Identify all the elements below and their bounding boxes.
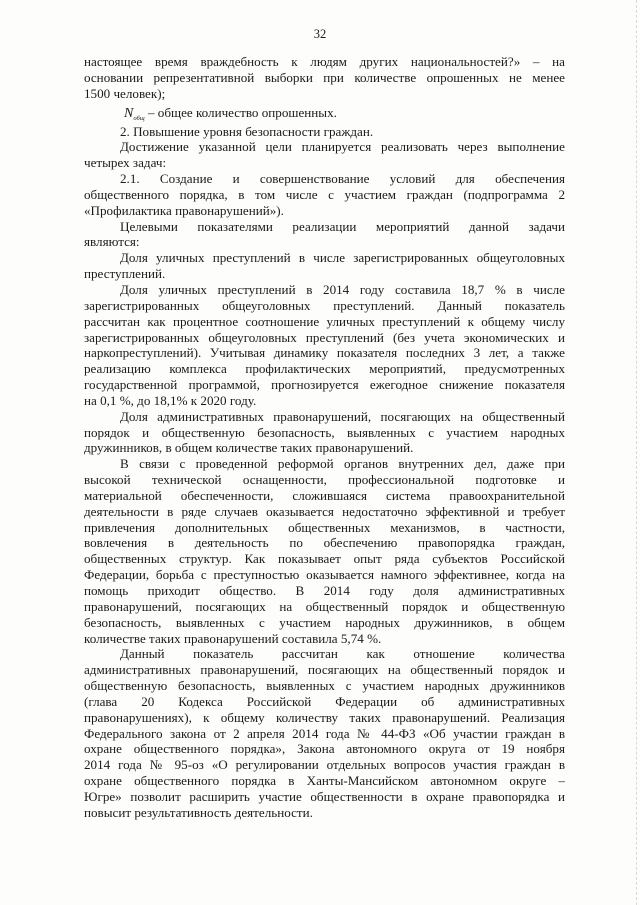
text-line: Федерации, борьба с преступностью оказывается намного эффективнее, когда на bbox=[84, 567, 565, 583]
text-line: административных правонарушений, посягающих на общественный порядок и bbox=[84, 662, 565, 678]
text-line: настоящее время враждебность к людям других национальностей?» – на bbox=[84, 54, 565, 69]
paragraph bbox=[84, 250, 565, 282]
text-line: (глава 20 Кодекса Российской Федерации об административных bbox=[84, 693, 565, 709]
text-line: преступлений. bbox=[84, 266, 166, 282]
text-line: «Профилактика правонарушений»). bbox=[84, 202, 284, 218]
text-line: правонарушениях), к общему количеству таких правонарушений. Реализация bbox=[84, 709, 565, 725]
text-line: Югре» позволит расширить участие общественности в охране правопорядка и bbox=[84, 788, 565, 804]
variable-definition bbox=[84, 102, 565, 124]
text-line: 2. Повышение уровня безопасности граждан. bbox=[120, 123, 374, 139]
paragraph bbox=[84, 646, 565, 820]
text-line: общественных структур. Как показывает опыт ряда субъектов Российской bbox=[84, 551, 565, 567]
text-line: на 0,1 %, до 18,1% к 2020 году. bbox=[84, 392, 257, 408]
text-line: порядок и общественную безопасность, выявленных с участием народных bbox=[84, 424, 565, 440]
paragraph bbox=[84, 171, 565, 219]
text-line: Доля уличных преступлений в 2014 году составила 18,7 % в числе bbox=[120, 281, 565, 297]
document-body bbox=[84, 54, 565, 821]
text-line: основании репрезентативной выборки при количестве опрошенных не менее bbox=[84, 69, 565, 85]
paragraph bbox=[84, 282, 565, 409]
text-line: общественного порядка, в том числе с участием граждан (подпрограмма 2 bbox=[84, 186, 565, 202]
text-line: вовлечения в деятельность по обеспечению правопорядка граждан, bbox=[84, 535, 565, 551]
text-line: рассчитан как процентное соотношение уличных преступлений к общему числу bbox=[84, 313, 565, 329]
paragraph bbox=[84, 409, 565, 457]
text-line: 2014 года № 95-оз «О регулировании отдельных вопросов участия граждан в bbox=[84, 757, 565, 773]
paragraph bbox=[84, 124, 565, 140]
text-line: наркопреступлений). Учитывая динамику показателя последних 3 лет, а также bbox=[84, 345, 565, 361]
text-line: Доля уличных преступлений в числе зарегистрированных общеуголовных bbox=[120, 250, 565, 266]
paragraph bbox=[84, 102, 565, 124]
paragraph bbox=[84, 219, 565, 251]
paragraph bbox=[84, 139, 565, 171]
text-line: Федерального закона от 2 апреля 2014 года № 44-ФЗ «Об участии граждан в bbox=[84, 725, 565, 741]
text-line: Целевыми показателями реализации мероприятий данной задачи bbox=[120, 218, 565, 234]
variable-description: – общее количество опрошенных. bbox=[144, 104, 337, 120]
text-line: 2.1. Создание и совершенствование условий для обеспечения bbox=[120, 171, 565, 187]
text-line: деятельности в ряде случаев оказывается недостаточно эффективной и требует bbox=[84, 503, 565, 519]
text-line: охране общественного порядка в Ханты-Мансийском автономном округе – bbox=[84, 773, 565, 789]
text-line: четырех задач: bbox=[84, 155, 167, 171]
text-line: дружинников, в общем количестве таких правонарушений. bbox=[84, 440, 414, 456]
text-line: помощь приходит общество. В 2014 году доля административных bbox=[84, 583, 565, 598]
text-line: реализацию комплекса профилактических мероприятий, предусмотренных bbox=[84, 361, 565, 377]
scan-edge-marks bbox=[634, 0, 637, 905]
text-line: высокой технической оснащенности, профессиональной подготовке и bbox=[84, 472, 565, 488]
variable-symbol: N bbox=[124, 105, 134, 121]
text-line: привлечения дополнительных общественных механизмов, в частности, bbox=[84, 519, 565, 535]
text-line: государственной программой, прогнозируется ежегодное снижение показателя bbox=[84, 377, 565, 393]
text-line: Доля административных правонарушений, посягающих на общественный bbox=[120, 408, 565, 424]
paragraph bbox=[84, 54, 565, 102]
text-line: зарегистрированных общеуголовных преступлений (без учета экономических и bbox=[84, 329, 565, 345]
text-line: Данный показатель рассчитан как отношение количества bbox=[120, 646, 565, 662]
text-line: являются: bbox=[84, 234, 140, 250]
text-line: охране общественного порядка», Закона автономного округа от 19 ноября bbox=[84, 741, 565, 757]
text-line: повысит результативность деятельности. bbox=[84, 804, 313, 820]
text-line: В связи с проведенной реформой органов внутренних дел, даже при bbox=[120, 456, 565, 472]
text-line: количестве таких правонарушений составила 5,74 %. bbox=[84, 630, 382, 646]
page-number: 32 bbox=[313, 27, 327, 41]
text-line: зарегистрированных общеуголовных преступлений. Данный показатель bbox=[84, 297, 565, 313]
text-line: общественную безопасность, выявленных с участием народных дружинников bbox=[84, 678, 565, 694]
text-line: 1500 человек); bbox=[84, 85, 166, 101]
text-line: безопасность, выявленных с участием народных дружинников, в общем bbox=[84, 614, 565, 630]
text-line: Достижение указанной цели планируется реализовать через выполнение bbox=[120, 139, 565, 155]
variable-subscript: общ bbox=[133, 114, 145, 122]
paragraph bbox=[84, 456, 565, 646]
text-line: правонарушений, посягающих на общественный порядок и общественную bbox=[84, 598, 565, 614]
text-line: материальной обеспеченности, сложившаяся система правоохранительной bbox=[84, 487, 565, 503]
